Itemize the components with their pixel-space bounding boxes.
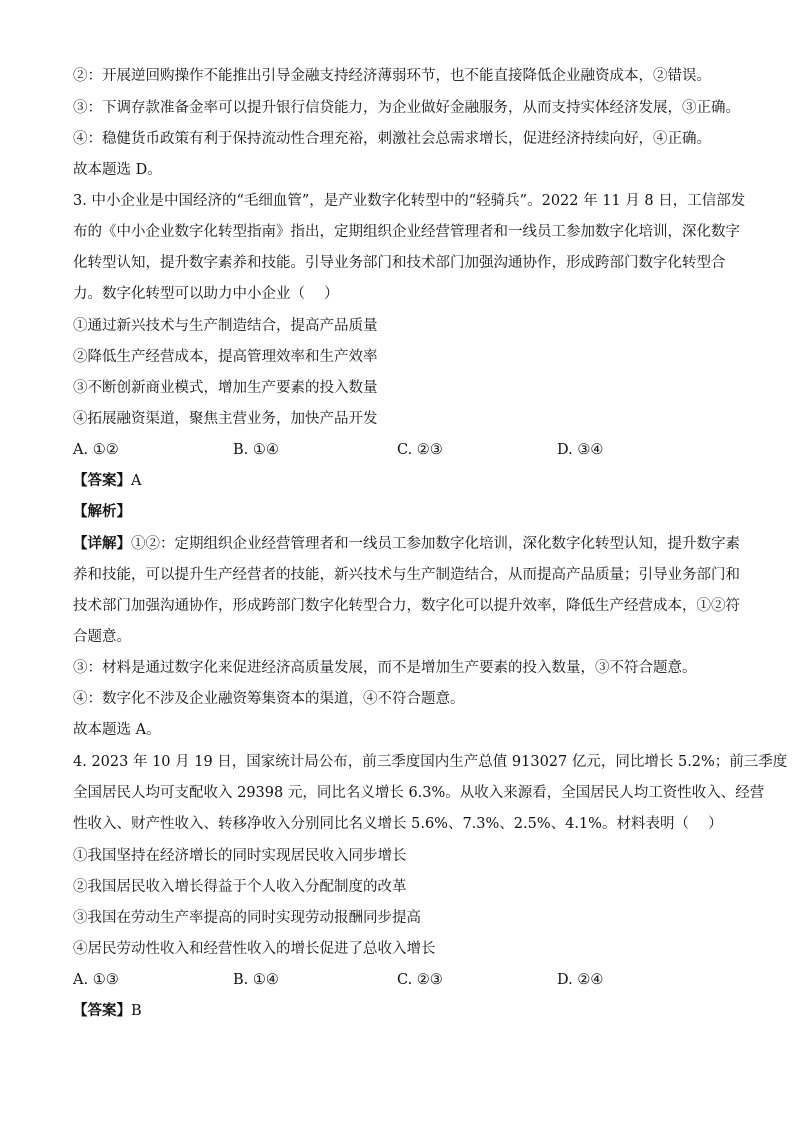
q4-answer-value: B: [131, 1003, 142, 1019]
q4-stem-line-3: 性收入、财产性收入、转移净收入分别同比名义增长 5.6%、7.3%、2.5%、4.1%。材料表明（ ）: [73, 816, 723, 832]
q3-stem-line-4: 力。数字化转型可以助力中小企业（ ）: [73, 286, 339, 302]
q3-detail-line-3: 技术部门加强沟通协作，形成跨部门数字化转型合力，数字化可以提升效率，降低生产经营成本，①②符: [73, 598, 740, 614]
q4-item-1: ①我国坚持在经济增长的同时实现居民收入同步增长: [73, 848, 407, 864]
prev-explanation-line-4: ④：稳健货币政策有利于保持流动性合理充裕，刺激社会总需求增长，促进经济持续向好，④正确。: [73, 131, 711, 147]
q3-answer: [73, 471, 723, 491]
q3-option-d: D. ③④: [557, 442, 604, 458]
q3-detail-line-4: 合题意。: [73, 629, 131, 645]
q4-item-2: ②我国居民收入增长得益于个人收入分配制度的改革: [73, 879, 407, 895]
q3-analysis-label: 【解析】: [73, 503, 131, 520]
q3-item-3: ③不断创新商业模式，增加生产要素的投入数量: [73, 380, 378, 396]
q3-note-3: ③：材料是通过数字化来促进经济高质量发展，而不是增加生产要素的投入数量，③不符合题意。: [73, 660, 697, 676]
q3-item-1: ①通过新兴技术与生产制造结合，提高产品质量: [73, 318, 378, 334]
q3-detail-line-1: [73, 534, 740, 554]
q3-item-4: ④拓展融资渠道，聚焦主营业务，加快产品开发: [73, 411, 378, 427]
q3-answer-value: A: [131, 473, 142, 489]
q4-stem-line-1: 4. 2023 年 10 月 19 日，国家统计局公布，前三季度国内生产总值 913027 亿元，同比增长 5.2%；前三季度: [73, 754, 788, 770]
q3-item-2: ②降低生产经营成本，提高管理效率和生产效率: [73, 349, 378, 365]
q3-stem-line-1: 3. 中小企业是中国经济的“毛细血管”，是产业数字化转型中的“轻骑兵”。2022 年 11 月 8 日，工信部发: [73, 193, 746, 209]
q3-answer-label: 【答案】: [73, 472, 131, 489]
q3-stem-line-2: 布的《中小企业数字化转型指南》指出，定期组织企业经营管理者和一线员工参加数字化培训，深化数字: [73, 224, 740, 240]
q4-answer: [73, 1001, 723, 1021]
q4-option-a: A. ①③: [73, 972, 119, 988]
q3-detail-text-1: ①②：定期组织企业经营管理者和一线员工参加数字化培训，深化数字化转型认知，提升数字素: [131, 536, 740, 552]
q3-option-a: A. ①②: [73, 442, 119, 458]
q3-note-4: ④：数字化不涉及企业融资筹集资本的渠道，④不符合题意。: [73, 691, 465, 707]
q3-option-b: B. ①④: [233, 442, 279, 458]
prev-explanation-line-3: ③：下调存款准备金率可以提升银行信贷能力，为企业做好金融服务，从而支持实体经济发展，③正确。: [73, 100, 740, 116]
q3-option-c: C. ②③: [397, 442, 443, 458]
q4-option-c: C. ②③: [397, 972, 443, 988]
q4-option-b: B. ①④: [233, 972, 279, 988]
prev-explanation-line-2: ②：开展逆回购操作不能推出引导金融支持经济薄弱环节，也不能直接降低企业融资成本，②错误。: [73, 68, 711, 84]
q4-item-3: ③我国在劳动生产率提高的同时实现劳动报酬同步提高: [73, 910, 421, 926]
q3-detail-line-2: 养和技能，可以提升生产经营者的技能，新兴技术与生产制造结合，从而提高产品质量；引导业务部门和: [73, 567, 740, 583]
q4-answer-label: 【答案】: [73, 1002, 131, 1019]
q3-detail-label: 【详解】: [73, 535, 131, 552]
prev-conclusion: 故本题选 D。: [73, 162, 162, 178]
q4-option-d: D. ②④: [557, 972, 604, 988]
q3-stem-line-3: 化转型认知，提升数字素养和技能。引导业务部门和技术部门加强沟通协作，形成跨部门数字化转型合: [73, 255, 726, 271]
q4-item-4: ④居民劳动性收入和经营性收入的增长促进了总收入增长: [73, 941, 436, 957]
q4-stem-line-2: 全国居民人均可支配收入 29398 元，同比名义增长 6.3%。从收入来源看，全国居民人均工资性收入、经营: [73, 785, 765, 801]
q3-conclusion: 故本题选 A。: [73, 722, 161, 738]
